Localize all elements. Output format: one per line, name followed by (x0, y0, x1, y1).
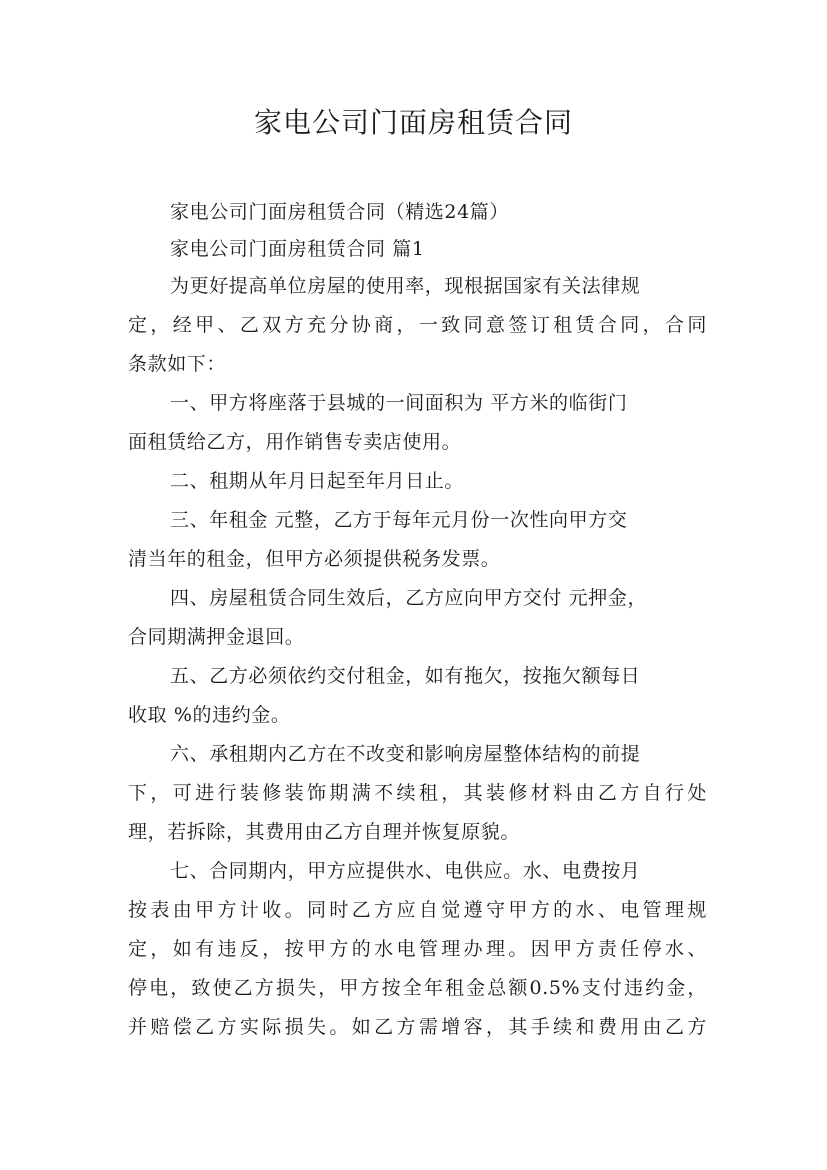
paragraph-line: 为更好提高单位房屋的使用率，现根据国家有关法律规 (170, 275, 641, 297)
document-title: 家电公司门面房租赁合同 (253, 106, 573, 139)
paragraph-line: 一、甲方将座落于县城的一间面积为 平方米的临街门 (170, 392, 628, 414)
paragraph-line: 定，经甲、乙双方充分协商，一致同意签订租赁合同，合同 (128, 314, 707, 336)
paragraph-line: 四、房屋租赁合同生效后，乙方应向甲方交付 元押金， (170, 587, 648, 609)
paragraph-line: 合同期满押金退回。 (128, 626, 305, 648)
paragraph-line: 六、承租期内乙方在不改变和影响房屋整体结构的前提 (170, 743, 641, 765)
section-heading: 家电公司门面房租赁合同 篇1 (170, 238, 425, 260)
paragraph-line: 下，可进行装修装饰期满不续租，其装修材料由乙方自行处 (128, 782, 707, 804)
paragraph-line: 定，如有违反，按甲方的水电管理办理。因甲方责任停水、 (128, 938, 707, 960)
paragraph-line: 二、租期从年月日起至年月日止。 (170, 470, 465, 492)
paragraph-line: 并赔偿乙方实际损失。如乙方需增容，其手续和费用由乙方 (128, 1016, 707, 1038)
paragraph-line: 按表由甲方计收。同时乙方应自觉遵守甲方的水、电管理规 (128, 899, 707, 921)
paragraph-line: 七、合同期内，甲方应提供水、电供应。水、电费按月 (170, 860, 641, 882)
paragraph-line: 理，若拆除，其费用由乙方自理并恢复原貌。 (128, 821, 521, 843)
paragraph-line: 五、乙方必须依约交付租金，如有拖欠，按拖欠额每日 (170, 665, 641, 687)
paragraph-line: 面租赁给乙方，用作销售专卖店使用。 (128, 431, 462, 453)
paragraph-line: 三、年租金 元整，乙方于每年元月份一次性向甲方交 (170, 509, 628, 531)
paragraph-line: 停电，致使乙方损失，甲方按全年租金总额0.5%支付违约金， (128, 977, 707, 999)
paragraph-line: 收取 %的违约金。 (128, 704, 291, 726)
paragraph-line: 条款如下： (128, 353, 227, 375)
document-subtitle: 家电公司门面房租赁合同（精选24篇） (170, 201, 509, 223)
paragraph-line: 清当年的租金，但甲方必须提供税务发票。 (128, 548, 501, 570)
